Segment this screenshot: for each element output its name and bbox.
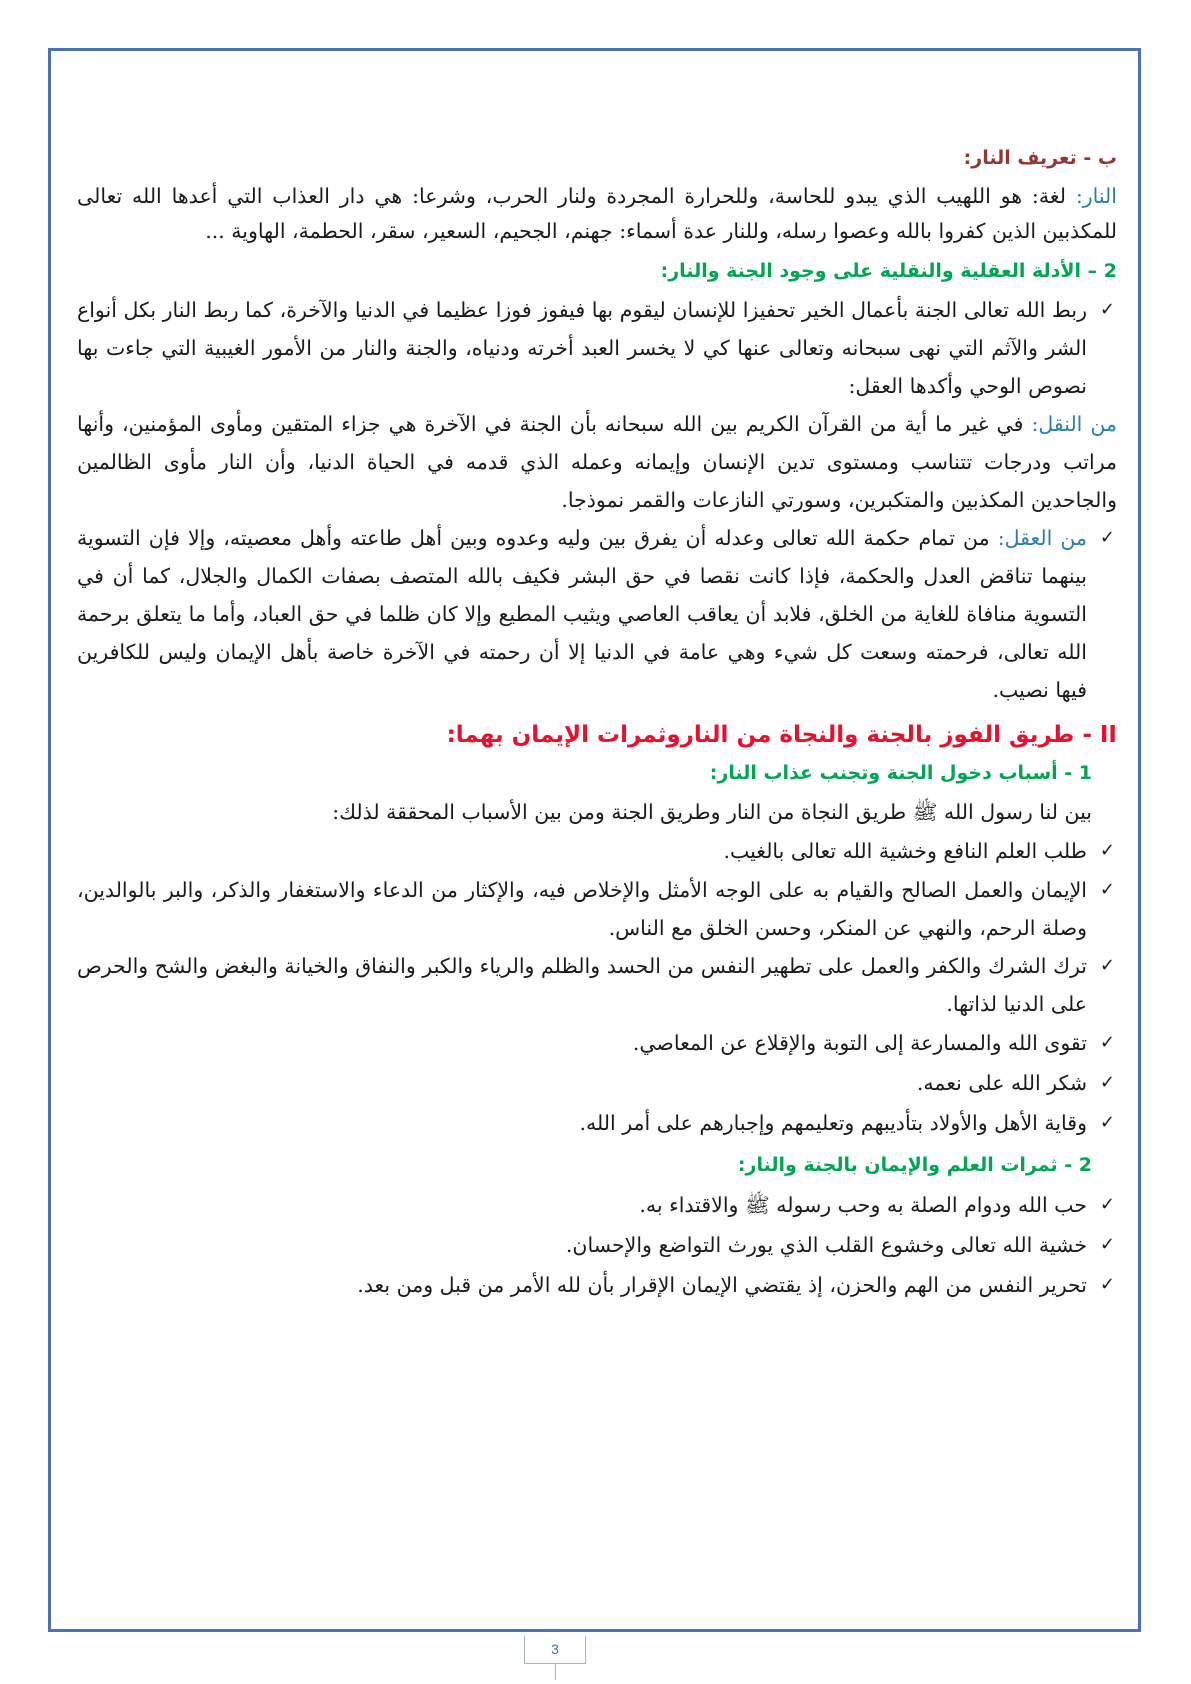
list-item: [77, 1225, 1117, 1265]
check-mark-icon: ✓: [1099, 1072, 1115, 1093]
list-item: [77, 1023, 1117, 1063]
sub1-heading: 1 - أسباب دخول الجنة وتجنب عذاب النار:: [709, 762, 1092, 784]
check-mark-icon: ✓: [1099, 1274, 1115, 1295]
sub1-item: وقاية الأهل والأولاد بتأديبهم وتعليمهم وإجبارهم على أمر الله.: [579, 1111, 1087, 1135]
section-2-item1: ربط الله تعالى الجنة بأعمال الخير تحفيزا للإنسان ليقوم بها فيفوز فوزا عظيما في الدنيا والآخرة، كما ربط النار بكل أنواع الشر والآثم التي نهى سبحانه وتعالى عنها كي لا يخسر العبد أخرته ودنياه، والجنة والنار من الأمور الغيبية التي جاءت بها نصوص الوحي وأكدها العقل:: [77, 298, 1087, 398]
list-item: [77, 831, 1117, 871]
check-mark-icon: ✓: [1099, 1112, 1115, 1133]
sub1-item: طلب العلم النافع وخشية الله تعالى بالغيب.: [723, 839, 1087, 863]
list-item: [77, 947, 1117, 1023]
check-mark-icon: ✓: [1099, 955, 1115, 976]
sub1-item: الإيمان والعمل الصالح والقيام به على الوجه الأمثل والإخلاص فيه، والإكثار من الدعاء والاستغفار والذكر، والبر بالوالدين، وصلة الرحم، والنهي عن المنكر، وحسن الخلق مع الناس.: [77, 878, 1087, 940]
aql-text: من تمام حكمة الله تعالى وعدله أن يفرق بين وليه وعدوه وبين أهل طاعته وأهل معصيته، وإلا فإن التسوية بينهما تناقض العدل والحكمة، فإذا كانت نقصا في حق البشر فكيف بالله المتصف بصفات الكمال والجلال، كما أن في التسوية منافاة للغاية من الخلق، فلابد أن يعاقب العاصي ويثيب المطيع وإلا كان ظلما في حق العباد، وأما ما يتعلق برحمة الله تعالى، فرحمته وسعت كل شيء وهي عامة في الدنيا إلا أن رحمته في الآخرة خاصة بأهل الإيمان وليس للكافرين فيها نصيب.: [77, 526, 1087, 702]
naql-paragraph: [77, 405, 1117, 519]
check-mark-icon: ✓: [1099, 527, 1115, 548]
naql-text: في غير ما أية من القرآن الكريم بين الله سبحانه بأن الجنة في الآخرة هي جزاء المتقين ومأوى المؤمنين، وأنها مراتب ودرجات تتناسب ومستوى تدين الإنسان وإيمانه وعمله الذي قدمه في الحياة الدنيا، وأن النار مأوى الظالمين والجاحدين المكذبين والمتكبرين، وسورتي النازعات والقمر نموذجا.: [77, 412, 1117, 512]
section-2-heading: 2 – الأدلة العقلية والنقلية على وجود الجنة والنار:: [660, 260, 1117, 282]
section-b-text: لغة: هو اللهيب الذي يبدو للحاسة، وللحرارة المجردة ولنار الحرب، وشرعا: هي دار العذاب التي أعدها الله تعالى للمكذبين الذين كفروا بالله وعصوا رسله، وللنار عدة أسماء: جهنم، الجحيم، السعير، سقر، الحطمة، الهاوية ...: [77, 184, 1117, 243]
check-mark-icon: ✓: [1099, 1032, 1115, 1053]
sub2-item: حب الله ودوام الصلة به وحب رسوله ﷺ والاقتداء به.: [639, 1193, 1087, 1217]
naql-lead: من النقل:: [1031, 412, 1117, 436]
list-item: [77, 519, 1117, 709]
list-item: [77, 1265, 1117, 1305]
check-mark-icon: ✓: [1099, 840, 1115, 861]
section-II-heading: II - طريق الفوز بالجنة والنجاة من الناروثمرات الإيمان بهما:: [446, 722, 1117, 748]
list-item: [77, 291, 1117, 405]
page-number-stem: [555, 1664, 556, 1680]
list-item: [77, 1185, 1117, 1225]
sub1-intro: بين لنا رسول الله ﷺ طريق النجاة من النار وطريق الجنة ومن بين الأسباب المحققة لذلك:: [332, 800, 1092, 824]
section-b-lead: النار:: [1075, 184, 1117, 208]
section-b-paragraph: [77, 179, 1117, 249]
check-mark-icon: ✓: [1099, 299, 1115, 320]
sub2-heading: 2 - ثمرات العلم والإيمان بالجنة والنار:: [737, 1154, 1092, 1176]
check-mark-icon: ✓: [1099, 1234, 1115, 1255]
page-number: 3: [524, 1636, 586, 1664]
list-item: [77, 1063, 1117, 1103]
sub1-item: شكر الله على نعمه.: [916, 1071, 1087, 1095]
sub1-item: ترك الشرك والكفر والعمل على تطهير النفس من الحسد والظلم والرياء والكبر والنفاق والخيانة والبغض والشح والحرص على الدنيا لذاتها.: [77, 954, 1087, 1016]
aql-lead: من العقل:: [997, 526, 1087, 550]
sub2-item: تحرير النفس من الهم والحزن، إذ يقتضي الإيمان الإقرار بأن لله الأمر من قبل ومن بعد.: [357, 1273, 1087, 1297]
sub1-item: تقوى الله والمسارعة إلى التوبة والإقلاع عن المعاصي.: [632, 1031, 1087, 1055]
document-body: [77, 145, 1117, 1305]
check-mark-icon: ✓: [1099, 1194, 1115, 1215]
section-b-heading: ب - تعريف النار:: [963, 147, 1117, 169]
check-mark-icon: ✓: [1099, 879, 1115, 900]
list-item: [77, 871, 1117, 947]
sub2-item: خشية الله تعالى وخشوع القلب الذي يورث التواضع والإحسان.: [565, 1233, 1087, 1257]
list-item: [77, 1103, 1117, 1143]
